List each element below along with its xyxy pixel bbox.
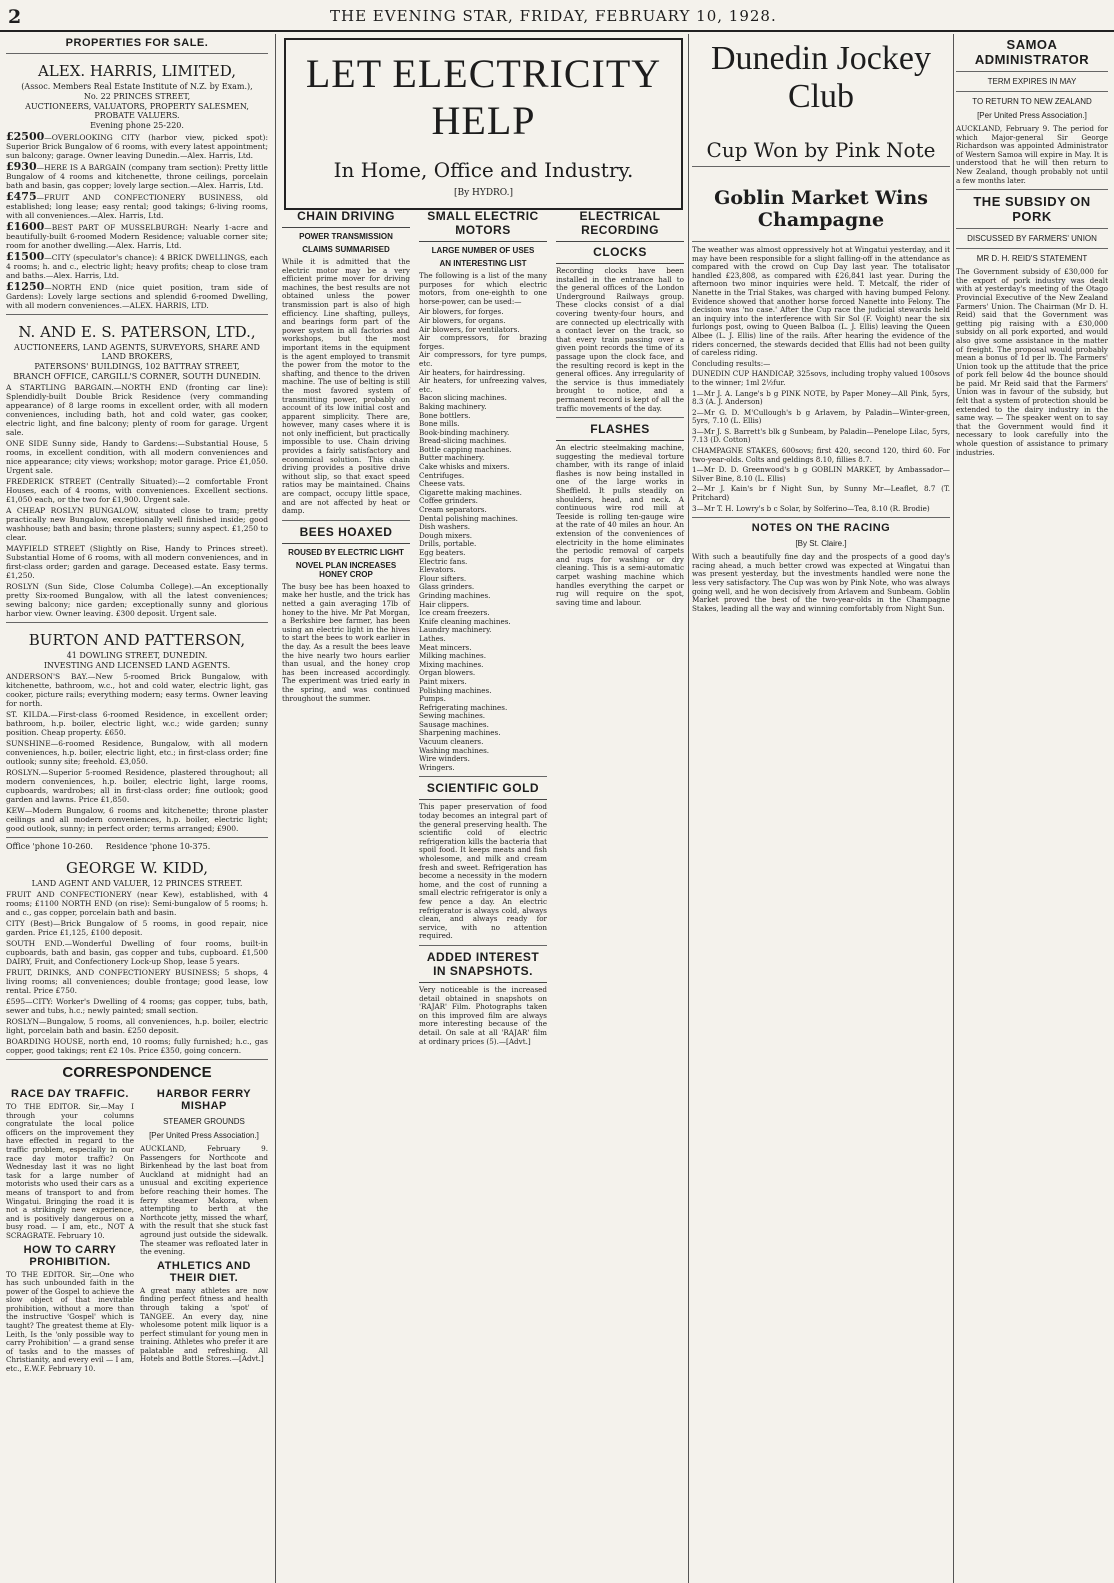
listing-price: £1500 [6, 250, 45, 263]
article-credit: [Per United Press Association.] [149, 1131, 259, 1140]
article-body: The following is a list of the many purposes for which electric motors, from one-eighth to one horse-power, can be used:— [419, 271, 547, 306]
news-column [956, 34, 1108, 1583]
listing: SOUTH END.—Wonderful Dwelling of four rooms, built-in cupboards, bath and basin, gas copper and tubs, cupboard. £1,500 DAIRY, Fruit, and Confectionery Lock-up Shop, lease 5 years. [6, 939, 268, 966]
residence-phone-text: Residence 'phone 10-375. [105, 842, 211, 851]
list-item: Mixing machines. [419, 659, 484, 669]
firm-detail: LAND AGENT AND VALUER, 12 PRINCES STREET. [31, 879, 243, 888]
section-heading: PROPERTIES FOR SALE. [65, 37, 209, 49]
listing: ANDERSON'S BAY.—New 5-roomed Brick Bungalow, with kitchenette, bathroom, w.c., hot and cold water, electric light, gas cooker, picture rails; everything modern; easy terms. Owner leaving for north. [6, 672, 268, 708]
firm-name: ALEX. HARRIS, LIMITED, [37, 62, 237, 80]
letter-title: HOW TO CARRY PROHIBITION. [23, 1243, 117, 1268]
newspaper-title: THE EVENING STAR, FRIDAY, FEBRUARY 10, 1928. [330, 7, 777, 25]
article-body: While it is admitted that the electric motor may be a very efficient prime mover for driving machines, the best results are not obtained unless the power transmission part is also of high efficiency. Line shafting, pulleys, and bearings form part of the power system in all factories and workshops, but the most important items in the equipment is the agent employed to transmit the power from the motor to the shafting, and thence to the driven machine. The use of belting is still the most favored system of transmitting power, probably on account of its low initial cost and apparent simplicity. There are, however, many cases where it is not only inefficient, but practically impossible to use. Chain driving provides a fairly satisfactory and economical solution. This chain driving provides a positive drive without slip, so that exact speed ratios may be maintained. Chains are compact, occupy little space, and are not affected by heat or damp. [282, 257, 410, 516]
motor-uses-list [419, 308, 547, 772]
listing-text: —FRUIT AND CONFECTIONERY BUSINESS, old established; long lease; easy rental; good takings; 6-living rooms, with all conveniences.—Alex. Harris, Ltd. [6, 193, 268, 220]
listing: SUNSHINE—6-roomed Residence, Bungalow, with all modern conveniences, h.p. boiler, electric light, etc.; in first-class order; fine outlook; sunny site; freehold. £3,050. [6, 739, 268, 766]
article-headline: HARBOR FERRY MISHAP [156, 1088, 252, 1112]
article-headline-line2: CLOCKS [556, 245, 684, 264]
firm-name: BURTON AND PATTERSON, [28, 631, 246, 649]
list-item: Coffee grinders. [419, 496, 478, 506]
list-item: Cream separators. [419, 505, 487, 515]
listing: ROSLYN—Bungalow, 5 rooms, all conveniences, h.p. boiler, electric light, porcelain bath and basin. £250 deposit. [6, 1017, 268, 1035]
electricity-banner [284, 38, 683, 210]
list-item: Butter machinery. [419, 453, 485, 463]
firm-name: GEORGE W. KIDD, [66, 859, 208, 877]
column-rule [275, 34, 276, 1583]
article-subhead: AN INTERESTING LIST [439, 259, 527, 268]
article-subhead: Cup Won by Pink Note [706, 138, 936, 162]
article-body: An electric steelmaking machine, suggesting the medieval torture chamber, with its range of inlaid flashes is now being installed in one of the large works in Sheffield. It pulls steadily on shoulders, head, and neck. A continuous wire rod mill at Teeside is rolling ten-gauge wire at the rate of 40 miles an hour. An extension of the conveniences of electricity in the home eliminates the periodic removal of carpets and rugs for washing or dry cleaning. This is a semi-automatic carpet washing machine which handles everything the carpet or rug will require on the spot, saving time and labour. [556, 443, 684, 607]
list-item: Washing machines. [419, 745, 490, 755]
list-item: Drills, portable. [419, 539, 477, 549]
listing-text: —OVERLOOKING CITY (harbor view, picked spot): Superior Brick Bungalow of 6 rooms, with every latest appointment; sun balcony; garage. Owner leaving Dunedin.—Alex. Harris, Ltd. [6, 133, 268, 160]
advert-body: Very noticeable is the increased detail obtained in snapshots on 'RAJAR' Film. Photographs taken on this improved film are always more interesting because of the detail. On sale at all 'RAJAR' film at ordinary prices (5).—[Advt.] [419, 984, 547, 1046]
column-rule [953, 34, 954, 1583]
listing: CITY (Best)—Brick Bungalow of 5 rooms, in good repair, nice garden. Price £1,125, £100 deposit. [6, 919, 268, 937]
column-rule [688, 34, 689, 1583]
race-heading: DUNEDIN CUP HANDICAP, 325sovs, including trophy valued 100sovs to the winner; 1ml 2½fur. [692, 369, 950, 387]
article-headline: SCIENTIFIC GOLD [419, 781, 547, 800]
firm-address: 41 DOWLING STREET, DUNEDIN. [66, 651, 208, 660]
list-item: Glass grinders. [419, 582, 475, 592]
race-result: 1—Mr D. D. Greenwood's b g GOBLIN MARKET, by Ambassador—Silver Bine, 8.10 (L. Ellis) [692, 465, 950, 483]
article-body: The Government subsidy of £30,000 for the export of pork industry was dealt with at yesterday's meeting of the Otago Provincial Executive of the New Zealand Farmers' Union. The Chairman (Mr D. H. Reid) said that the Government was getting pig raising with a £30,000 subsidy on all pork exported, and would also give some assistance in the matter of freight. The proposal would probably mean a bonus of 1d per lb. The Farmers' Union took up the attitude that the price of pork fell below 4d the bounce should be paid. Mr Reid said that the Farmers' Union was in favour of the subsidy, but felt that a system of protection should be extended to the dairy industry in the same way. — The speaker went on to say that the Government would find it necessary to look carefully into the whole question of assistance to primary industries. [956, 267, 1108, 457]
small-motors-article [419, 206, 547, 1048]
article-body: This paper preservation of food today becomes an integral part of the general preserving health. The scientific cold of electric refrigeration kills the bacteria that spoil food. It keeps meats and fish wholesome, and milk and cream fresh and sweet. Refrigeration has become a necessity in the modern home, and the cost of running a small electric refrigerator is only a few pence a day. An electric refrigerator is always cold, always clean, and always ready for service, with no attention required. [419, 802, 547, 941]
article-subhead: Goblin Market Wins Champagne [714, 187, 928, 231]
article-subhead: DISCUSSED BY FARMERS' UNION [967, 234, 1097, 244]
list-item: Wire winders. [419, 754, 470, 764]
firm-phone: Evening phone 25-220. [90, 121, 184, 130]
listing-text: —CITY (speculator's chance): 4 BRICK DWELLINGS, each 4 rooms; h. and c., electric light; heavy profits; cheap to close tram and baths.—Alex. Harris, Ltd. [6, 253, 268, 280]
list-item: Air blowers, for ventilators. [419, 324, 520, 334]
list-item: Pumps. [419, 694, 446, 704]
listing-text: —NORTH END (nice quiet position, tram side of Gardens): Lovely large sections and splendid 6-roomed Dwelling, with all modern conveniences.—ALEX. HARRIS, LTD. [6, 283, 268, 310]
list-item: Book-binding machinery. [419, 427, 510, 437]
listing-text: —BEST PART OF MUSSELBURGH: Nearly 1-acre and beautifully-built 6-roomed Modern Residence; valuable corner site; room for another dwelling.—Alex. Harris, Ltd. [6, 223, 268, 250]
article-subhead: TERM EXPIRES IN MAY [987, 77, 1077, 86]
list-item: Centrifuges. [419, 470, 465, 480]
list-item: Bone bottlers. [419, 410, 471, 420]
list-item: Paint mixers. [419, 676, 467, 686]
office-phone-text: Office 'phone 10-260. [6, 842, 93, 851]
article-body: AUCKLAND, February 9. The period for which Major-general Sir George Richardson was appointed Administrator of Western Samoa will expire in May. It is understood that he will then return to New Zealand, though probably not until a few months later. [956, 124, 1108, 185]
list-item: Elevators. [419, 565, 456, 575]
correspondence-heading: CORRESPONDENCE [62, 1064, 212, 1081]
properties-column [6, 34, 268, 1583]
firm-name: N. AND E. S. PATERSON, LTD., [18, 323, 256, 341]
article-headline: THE SUBSIDY ON PORK [973, 194, 1091, 225]
list-item: Sewing machines. [419, 711, 486, 721]
article-body: With such a beautifully fine day and the prospects of a good day's racing ahead, a much better crowd was expected at Wingatui than was present yesterday, but the investments handled were none the less very satisfactory. The Cup was won by Pink Note, who was always going well, and he won decisively from Arlavem and Sunbeam. Goblin Market proved the best of the two-year-olds in the Champagne Stakes, leading all the way and winning comfortably from Night Sun. [692, 552, 950, 613]
listing [6, 162, 268, 190]
results-heading: Concluding results:— [692, 358, 771, 368]
race-result: 2—Mr J. Kain's br f Night Sun, by Sunny Mr—Leaflet, 8.7 (T. Pritchard) [692, 484, 950, 503]
listing: ROSLYN (Sun Side, Close Columba College).—An exceptionally pretty Six-roomed Bungalow, with all the latest conveniences; sewing balcony; nice garden; exceptionally sunny and glorious harbor view. Owner leaving. £300 deposit. Urgent sale. [6, 582, 268, 618]
list-item: Bone mills. [419, 419, 460, 429]
listing: A STARTLING BARGAIN.—NORTH END (fronting car line): Splendidly-built Double Brick Residence (very commanding appearance) of 8 large rooms in excellent order, with all modern conveniences, including bath, hot and cold water, gas cooker, electric light, and fine balcony; plenty of room for garage. Urgent sale. [6, 383, 268, 437]
banner-byline: [By HYDRO.] [453, 188, 514, 198]
list-item: Refrigerating machines. [419, 702, 508, 712]
chain-driving-article [282, 206, 410, 705]
listing: MAYFIELD STREET (Slightly on Rise, Handy to Princes street). Substantial Home of 6 rooms, with all modern conveniences, and in first-class order; garden and garage. Deceased estate. Easy terms. £1,250. [6, 544, 268, 580]
list-item: Egg beaters. [419, 548, 466, 557]
listing: ROSLYN.—Superior 5-roomed Residence, plastered throughout; all modern conveniences, h.p. boiler, electric light, large rooms, cupboards, wardrobes; all in first-class order; fine outlook; good garden and lawns. Price £1,850. [6, 768, 268, 804]
listing-price: £1250 [6, 280, 45, 293]
listing: KEW—Modern Bungalow, 6 rooms and kitchenette; throne plaster ceilings and all modern conveniences, h.p. boiler, electric light; good outlook, sunny; in perfect order; terms arranged; £900. [6, 806, 268, 833]
masthead [0, 0, 1114, 32]
advert-headline: ADDED INTEREST IN SNAPSHOTS. [419, 950, 547, 983]
list-item: Hair clippers. [419, 599, 470, 609]
race-result: 3—Mr T. H. Lowry's b c Solar, by Solferino—Tea, 8.10 (R. Brodie) [692, 503, 930, 513]
list-item: Air heaters, for unfreezing valves, etc. [419, 376, 547, 394]
article-headline: SAMOA ADMINISTRATOR [974, 37, 1090, 67]
list-item: Cake whisks and mixers. [419, 462, 510, 472]
banner-subtitle: In Home, Office and Industry. [333, 158, 634, 182]
listing-text: —HERE IS A BARGAIN (company tram section): Pretty little Bungalow of 4 rooms and kitchenette, throne ceilings, porcelain bath and basin, gas copper; lovely large section.—Alex. Harris, Ltd. [6, 163, 268, 190]
listing-price: £930 [6, 160, 37, 173]
notes-byline: [By St. Claire.] [795, 539, 847, 549]
list-item: Bacon slicing machines. [419, 393, 507, 403]
list-item: Cigarette making machines. [419, 487, 522, 497]
list-item: Air heaters, for hairdressing. [419, 367, 526, 377]
list-item: Air compressors, for tyre pumps, etc. [419, 350, 547, 368]
listing [6, 282, 268, 310]
list-item: Knife cleaning machines. [419, 616, 511, 626]
list-item: Bottle capping machines. [419, 444, 512, 454]
listing [6, 192, 268, 220]
article-subhead: MR D. H. REID'S STATEMENT [976, 254, 1088, 264]
firm-detail: INVESTING AND LICENSED LAND AGENTS. [43, 661, 231, 670]
list-item: Meat mincers. [419, 642, 472, 652]
list-item: Flour sifters. [419, 573, 467, 583]
article-body: AUCKLAND, February 9. Passengers for Northcote and Birkenhead by the last boat from Auckland at midnight had an unusual and exciting experience before reaching their homes. The ferry steamer Makora, when attempting to berth at the Northcote jetty, missed the wharf, with the result that she stuck fast aground just outside the sidewalk. The steamer was refloated later in the evening. [140, 1144, 268, 1257]
list-item: Dental polishing machines. [419, 513, 518, 523]
letter-body: TO THE EDITOR. Sir,—May I through your columns congratulate the local police officers on the improvement they have effected in regard to the traffic problem, especially in our race day motor traffic? On Wednesday last it was no light task for a large number of motorists who used their cars as a means of transport to and from Wingatui. Bringing the road it is not a strikingly new experience, and is positively dangerous on a busy road. — I am, etc., NOT A SCRAGRATE. February 10. [6, 1102, 134, 1240]
recording-clocks-article [556, 206, 684, 609]
article-subhead: POWER TRANSMISSION [299, 232, 393, 241]
listing: FREDERICK STREET (Centrally Situated):—2 comfortable Front Houses, each of 4 rooms, with conveniences. Excellent sections. £1,050 each, or the two for £1,900. Urgent sale. [6, 477, 268, 504]
list-item: Grinding machines. [419, 590, 491, 600]
jockey-club-article [692, 34, 950, 1583]
office-phone [6, 842, 268, 851]
article-body: Recording clocks have been installed in the entrance hall to the general offices of the London Underground Railways group. These clocks consist of a dial covering twenty-four hours, and are connected up electrically with a contact lever on the track, so that every train passing over a given point records the time of its passage upon the clock face, and the resulting record is kept in the general offices. Any irregularity of the service is thus immediately brought to notice, and a permanent record is kept of all the traffic movements of the day. [556, 266, 684, 413]
list-item: Dough mixers. [419, 530, 473, 540]
article-body: The weather was almost oppressively hot at Wingatui yesterday, and it may have been responsible for a slight falling-off in the attendance as compared with the crowd on Cup Day last year. The totalisator handled £23,808, as compared with £26,841 last year. During the afternoon two minor inquiries were held. T. Metcalf, the rider of Nanette in the Trial Stakes, was charged with having bumped Felony. Evidence showed that another horse forced Nanette into Felony. The decision was 'no case.' After the Cup race the judicial stewards held an inquiry into the interference with Sir Sol (F. Voight) near the six furlongs post, owing to Queen Balboa (L. J. Ellis) leaving the Queen Albee (L. J. Ellis) line of the rails. After hearing the evidence of the riders concerned, the stewards decided that Ellis had not been guilty of careless riding. [692, 245, 950, 358]
letter-body: TO THE EDITOR. Sir,—One who has such unbounded faith in the power of the Gospel to achieve the slow object of that inevitable prohibition, without a more than the instructive 'Gospel' which is taught? The greatest theme at Ely-Leith, Is the 'only possible way to carry Prohibition' — a grand sense of tasks and to the masses of Christianity, and every evil — I am, etc., E.W.F. February 10. [6, 1269, 134, 1374]
article-headline: BEES HOAXED [282, 525, 410, 544]
list-item: Baking machinery. [419, 401, 487, 411]
race-result: 2—Mr G. D. M'Cullough's b g Arlavem, by Paladin—Winter-green, 5yrs, 7.10 (L. Ellis) [692, 407, 950, 426]
race-heading: CHAMPAGNE STAKES, 600sovs; first 420, second 120, third 60. For two-year-olds. Colts and geldings 8.10, fillies 8.7. [692, 446, 950, 464]
article-subhead: ROUSED BY ELECTRIC LIGHT [288, 547, 404, 557]
listing-price: £1600 [6, 220, 45, 233]
article-headline: ELECTRICAL RECORDING [556, 209, 684, 242]
listing-price: £2500 [6, 130, 45, 143]
list-item: Vacuum cleaners. [419, 737, 484, 747]
listing [6, 252, 268, 280]
article-body: The busy bee has been hoaxed to make her hustle, and the trick has netted a gain averaging 17lb of honey to the hive. Mr Pat Morgan, a Berkshire bee farmer, has been using an electric light in the hives to start the bees to work earlier in the day. As a result the bees leave the hive nearly two hours earlier than usual, and the honey crop has been increased accordingly. The experiment was tried early in the spring, and was continued throughout the summer. [282, 581, 410, 703]
article-subhead: TO RETURN TO NEW ZEALAND [972, 97, 1092, 106]
list-item: Lathes. [419, 633, 446, 643]
listing [6, 132, 268, 160]
list-item: Electric fans. [419, 556, 468, 566]
article-headline: CHAIN DRIVING [282, 209, 410, 228]
advert-headline: ATHLETICS AND THEIR DIET. [157, 1259, 251, 1284]
list-item: Air blowers, for forges. [419, 307, 504, 317]
firm-detail: AUCTIONEERS, LAND AGENTS, SURVEYORS, SHARE AND LAND BROKERS, [14, 343, 260, 361]
listing: FRUIT, DRINKS, AND CONFECTIONERY BUSINESS; 5 shops, 4 living rooms; all conveniences; double frontage; good lease, low rental. Price £750. [6, 968, 268, 995]
list-item: Sharpening machines. [419, 728, 501, 738]
race-result: 3—Mr J. S. Barrett's blk g Sunbeam, by Paladin—Penelope Lilac, 5yrs, 7.13 (D. Cotton) [692, 426, 950, 445]
firm-detail: BRANCH OFFICE, CARGILL'S CORNER, SOUTH DUNEDIN. [13, 372, 261, 381]
firm-address: No. 22 PRINCES STREET, [83, 92, 191, 101]
listing: A CHEAP ROSLYN BUNGALOW, situated close to tram; pretty practically new Bungalow, exceptionally well finished inside; good washhouse; bath and basin; throne plasters; sunny aspect. £1,250 to clear. [6, 506, 268, 542]
list-item: Air blowers, for organs. [419, 315, 506, 325]
list-item: Milking machines. [419, 651, 487, 661]
article-subhead: LARGE NUMBER OF USES [431, 246, 535, 255]
article-subhead: STEAMER GROUNDS [163, 1117, 245, 1126]
notes-heading: NOTES ON THE RACING [751, 522, 891, 535]
list-item: Ice cream freezers. [419, 608, 490, 618]
listing: ST. KILDA.—First-class 6-roomed Residence, in excellent order; bathroom, h.p. boiler, electric light, w.c.; wide garden; sunny position. Cheap property. £650. [6, 710, 268, 737]
listing-price: £475 [6, 190, 37, 203]
firm-roles: AUCTIONEERS, VALUATORS, PROPERTY SALESMEN, PROBATE VALUERS. [25, 102, 249, 120]
article-subhead: CLAIMS SUMMARISED [302, 245, 390, 254]
article-subhead: NOVEL PLAN INCREASES HONEY CROP [295, 560, 397, 579]
list-item: Laundry machinery. [419, 625, 492, 635]
article-headline: FLASHES [556, 422, 684, 441]
list-item: Dish washers. [419, 522, 471, 532]
letter-title: RACE DAY TRAFFIC. [11, 1088, 129, 1100]
list-item: Cheese vats. [419, 479, 466, 489]
listing [6, 222, 268, 250]
list-item: Bread-slicing machines. [419, 436, 507, 446]
list-item: Organ blowers. [419, 668, 476, 678]
list-item: Sausage machines. [419, 719, 489, 729]
banner-title: LET ELECTRICITY HELP [305, 51, 662, 143]
listing: £595—CITY: Worker's Dwelling of 4 rooms; gas copper, tubs, bath, sewer and tubs, h.c.; newly painted; small section. [6, 997, 268, 1015]
advert-body: A great many athletes are now finding perfect fitness and health through taking a 'spot' of TANGEE. An every day, nine wholesome potent milk liquor is a perfect stimulant for young men in training. Athletes who prefer it are palatable and refreshing. All Hotels and Bottle Stores.—[Advt.] [140, 1285, 268, 1364]
listing: FRUIT AND CONFECTIONERY (near Kew), established, with 4 rooms; £1100 NORTH END (on rise): Semi-bungalow of 5 rooms; h. and c., gas copper, porcelain bath and basin. [6, 890, 268, 917]
list-item: Air compressors, for brazing forges. [419, 333, 547, 351]
listing: ONE SIDE Sunny side, Handy to Gardens:—Substantial House, 5 rooms, in excellent condition, with all modern conveniences and nice appearance; city views; workshop; motor garage. Price £1,050. Urgent sale. [6, 439, 268, 475]
article-credit: [Per United Press Association.] [977, 111, 1087, 120]
list-item: Polishing machines. [419, 685, 492, 695]
firm-detail: PATERSONS' BUILDINGS, 102 BATTRAY STREET, [34, 362, 240, 371]
firm-detail: (Assoc. Members Real Estate Institute of N.Z. by Exam.), [21, 82, 253, 91]
listing: BOARDING HOUSE, north end, 10 rooms; fully furnished; h.c., gas copper, good takings; rent £2 10s. Price £350, going concern. [6, 1037, 268, 1055]
list-item: Wringers. [419, 762, 455, 772]
article-headline: SMALL ELECTRIC MOTORS [419, 209, 547, 242]
page-number: 2 [8, 6, 22, 28]
electricity-section [282, 34, 685, 1583]
article-headline: Dunedin Jockey Club [710, 40, 931, 115]
race-result: 1—Mr J. A. Lange's b g PINK NOTE, by Paper Money—All Pink, 5yrs, 8.3 (A. J. Anderson) [692, 388, 950, 407]
